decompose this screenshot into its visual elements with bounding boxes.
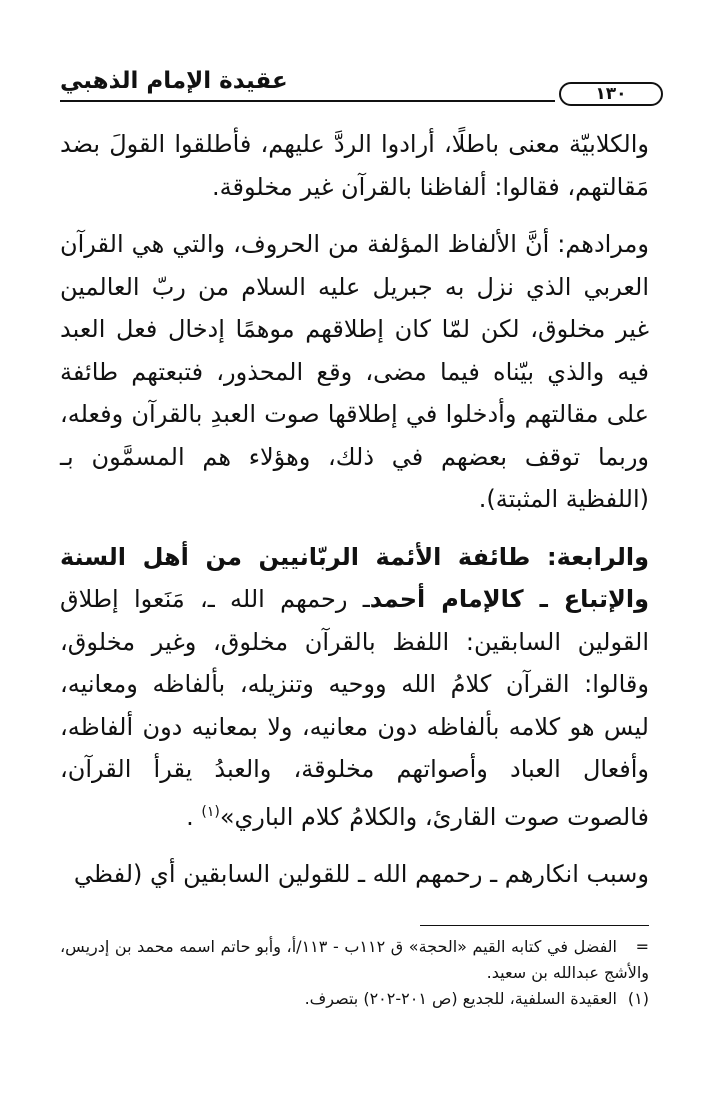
footnote-ref-1[interactable]: (١)	[201, 803, 220, 820]
paragraph-2: ومرادهم: أنَّ الألفاظ المؤلفة من الحروف، والتي هي القرآن العربي الذي نزل به جبريل عليه السلام من ربّ العالمين غير مخلوق، لكن لمّا كان إطلاقهم موهمًا إدخال فعل العبد فيه والذي بيّناه فيما مضى، وقع المحذور، فتبعتهم طائفة على مقالتهم وأدخلوا في إطلاقها صوت العبدِ بالقرآن وفعله، وربما توقف بعضهم في ذلك، وهؤلاء هم المسمَّون بـ (اللفظية المثبتة).	[60, 230, 649, 513]
main-text	[60, 123, 649, 896]
paragraph-3	[60, 536, 649, 839]
running-title: عقيدة الإمام الذهبي	[60, 68, 288, 94]
page-header	[60, 68, 663, 106]
paragraph-3-end: .	[186, 802, 194, 831]
footnote-separator	[420, 925, 649, 926]
footnote-continuation	[60, 934, 649, 986]
paragraph-4: وسبب انكارهم ـ رحمهم الله ـ للقولين السابقين أي (لفظي	[73, 860, 649, 888]
footnote-1-mark: (١)	[627, 989, 649, 1008]
paragraph-3-body: ـ رحمهم الله ـ، مَنَعوا إطلاق القولين السابقين: اللفظ بالقرآن مخلوق، وغير مخلوق، وقالوا: القرآن كلامُ الله ووحيه وتنزيله، بألفاظه ومعانيه، ليس هو كلامه بألفاظه دون معانيه، ولا بمعانيه دون ألفاظه، وأفعال العباد وأصواتهم مخلوقة، والعبدُ يقرأ القرآن، فالصوت صوت القارئ، والكلامُ كلام الباري»	[60, 585, 649, 831]
footnote-continuation-mark: =	[635, 937, 649, 956]
paragraph-1: والكلابيّة معنى باطلًا، أرادوا الردَّ عليهم، فأطلقوا القولَ بضد مَقالتهم، فقالوا: ألفاظنا بالقرآن غير مخلوقة.	[60, 130, 649, 201]
footnote-continuation-text: الفضل في كتابه القيم «الحجة» ق ١١٢ب - ١١٣/أ، وأبو حاتم اسمه محمد بن إدريس، والأشج عبدالله بن سعيد.	[60, 937, 649, 982]
footnote-1	[60, 986, 649, 1012]
page-number: ١٣٠	[559, 82, 663, 106]
footnotes	[60, 934, 649, 1012]
header-rule	[60, 100, 555, 102]
paragraph-3-lead: والرابعة: طائفة الأئمة الربّانيين من أهل السنة والإتباع ـ كالإمام أحمد	[60, 542, 649, 613]
footnote-1-text: العقيدة السلفية، للجديع (ص ٢٠١-٢٠٢) بتصرف.	[304, 989, 617, 1008]
